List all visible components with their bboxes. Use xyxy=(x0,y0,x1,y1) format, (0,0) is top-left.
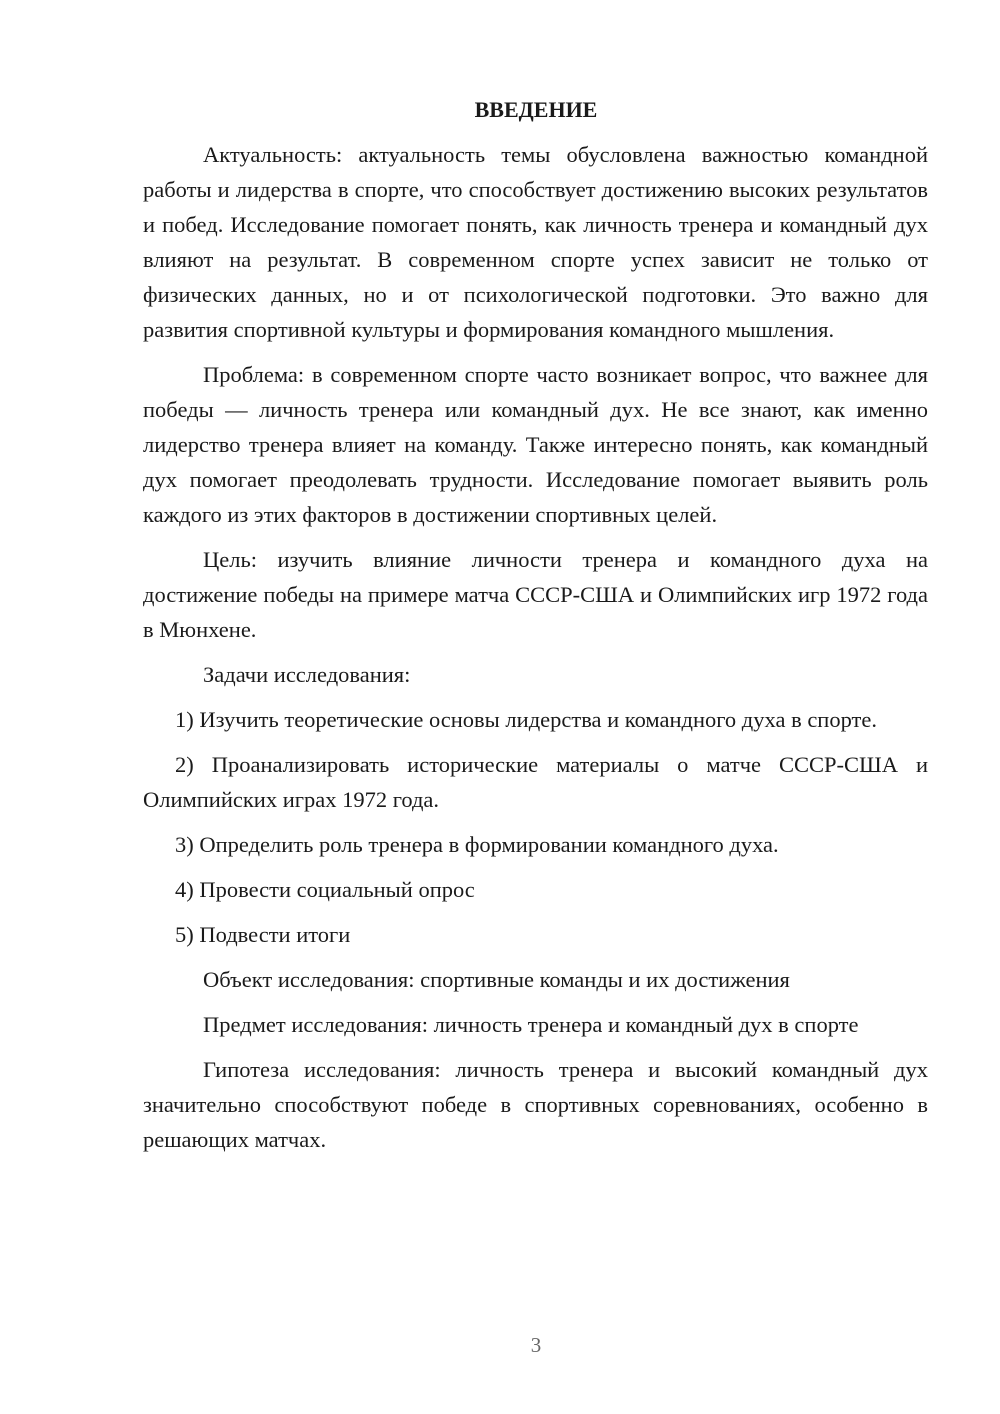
paragraph-relevance: Актуальность: актуальность темы обусловлена важностью командной работы и лидерства в спорте, что способствует достижению высоких результатов и побед. Исследование помогает понять, как личность тренера и командный дух влияют на результат. В современном спорте успех зависит не только от физических данных, но и от психологической подготовки. Это важно для развития спортивной культуры и формирования командного мышления. xyxy=(143,142,928,342)
task-item: 5) Подвести итоги xyxy=(175,922,351,947)
paragraph-problem: Проблема: в современном спорте часто возникает вопрос, что важнее для победы — личность тренера или командный дух. Не все знают, как именно лидерство тренера влияет на команду. Также интересно понять, как командный дух помогает преодолевать трудности. Исследование помогает выявить роль каждого из этих факторов в достижении спортивных целей. xyxy=(143,362,928,527)
document-page xyxy=(143,92,928,1167)
task-item: 1) Изучить теоретические основы лидерства и командного духа в спорте. xyxy=(175,707,877,732)
section-title: ВВЕДЕНИЕ xyxy=(474,97,598,122)
page-number: 3 xyxy=(530,1333,542,1357)
paragraph-object: Объект исследования: спортивные команды и их достижения xyxy=(203,967,790,992)
tasks-heading: Задачи исследования: xyxy=(203,662,411,687)
paragraph-hypothesis: Гипотеза исследования: личность тренера и высокий командный дух значительно способствуют победе в спортивных соревнованиях, особенно в решающих матчах. xyxy=(143,1057,928,1152)
task-item: 4) Провести социальный опрос xyxy=(175,877,475,902)
paragraph-goal: Цель: изучить влияние личности тренера и командного духа на достижение победы на примере матча СССР-США и Олимпийских игр 1972 года в Мюнхене. xyxy=(143,547,928,642)
task-item: 2) Проанализировать исторические материалы о матче СССР-США и Олимпийских играх 1972 года. xyxy=(143,752,928,812)
paragraph-subject: Предмет исследования: личность тренера и командный дух в спорте xyxy=(203,1012,859,1037)
tasks-list xyxy=(143,702,928,952)
task-item: 3) Определить роль тренера в формировании командного духа. xyxy=(175,832,779,857)
